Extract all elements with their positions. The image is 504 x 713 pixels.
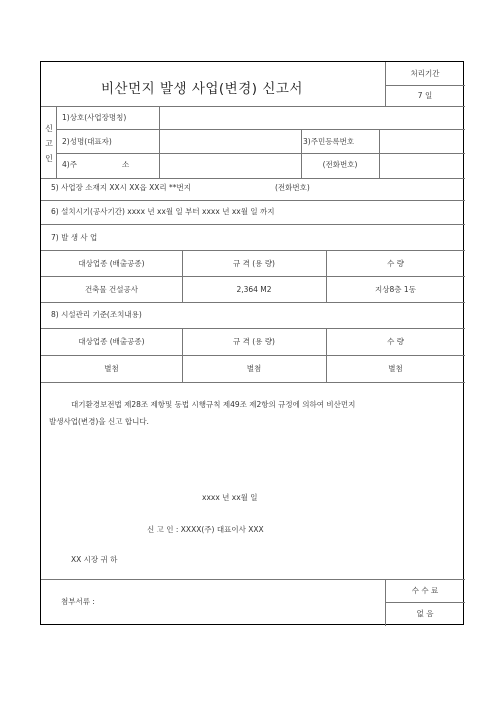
declaration-date: xxxx 년 xx월 일: [202, 493, 258, 502]
business-col-spec: 규 격 (용 량): [233, 259, 275, 268]
facility-header: 8) 시설관리 기준(조치내용): [51, 310, 142, 319]
addressee: XX 시장 귀 하: [71, 555, 118, 564]
facility-row-type: 별첨: [104, 364, 119, 373]
business-header: 7) 발 생 사 업: [51, 233, 98, 242]
fee-label: 수 수 료: [411, 586, 439, 595]
facility-col-type: 대상업종 (배출공종): [78, 337, 145, 346]
resident-number-label: 3)주민등록번호: [303, 137, 355, 146]
business-row-type: 건축물 건설공사: [84, 285, 139, 294]
facility-col-spec: 규 격 (용 량): [233, 337, 275, 346]
facility-row-qty: 별첨: [388, 364, 403, 373]
trade-name-label: 1)상호(사업장명칭): [62, 113, 127, 122]
fee-value: 없 음: [416, 609, 434, 618]
facility-row-spec: 별첨: [246, 364, 262, 373]
statement-line-1: 대기환경보전법 제28조 제항및 동법 시행규칙 제49조 제2항의 규정에 의하여 비산먼지: [71, 400, 356, 409]
processing-period-value: 7 일: [417, 91, 433, 100]
attachments-label: 첨부서류 :: [61, 597, 95, 606]
statement-line-2: 발생사업(변경)을 신고 합니다.: [49, 417, 149, 426]
install-period: 6) 설치시기(공사기간) xxxx 년 xx월 일 부터 xxxx 년 xx월 일 까지: [51, 207, 275, 216]
form-title: 비산먼지 발생 사업(변경) 신고서: [101, 81, 303, 97]
business-col-qty: 수 량: [387, 259, 404, 268]
phone-label: (전화번호): [322, 160, 358, 169]
address-label-suffix: 소: [122, 160, 130, 169]
declarant-side-label: 신 고 인: [45, 124, 53, 163]
facility-col-qty: 수 량: [387, 337, 404, 346]
site-location: 5) 사업장 소재지 XX시 XX읍 XX리 **번지: [51, 183, 192, 192]
business-col-type: 대상업종 (배출공종): [78, 259, 145, 268]
name-label: 2)성명(대표자): [62, 137, 112, 146]
site-phone-label: (전화번호): [275, 183, 310, 192]
business-row-qty: 지상8층 1동: [375, 285, 416, 294]
business-row-spec: 2,364 M2: [236, 285, 272, 294]
declarant-signature-line: 신 고 인 : XXXX(주) 대표이사 XXX: [147, 525, 264, 534]
declaration-form: [40, 61, 464, 625]
processing-period-label: 처리기간: [410, 69, 440, 78]
address-label: 4)주: [62, 160, 77, 169]
